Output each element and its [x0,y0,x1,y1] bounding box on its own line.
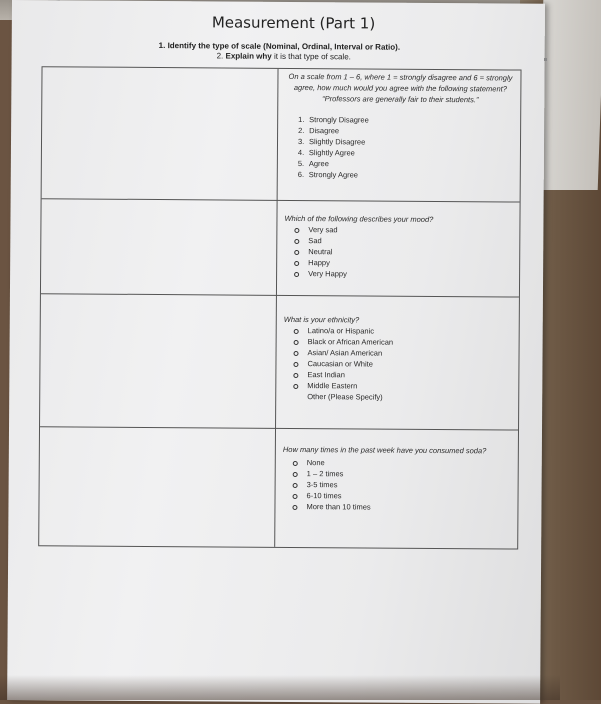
radio-circle-icon [294,250,299,255]
radio-circle-icon [293,494,298,499]
instruction-1 [159,41,400,52]
column-divider [274,69,278,547]
radio-circle-icon [294,239,299,244]
option-label: Neutral [308,247,333,257]
question-1-statement: “Professors are generally fair to their students.” [322,94,479,105]
option-number: 2. [298,126,305,136]
radio-circle-icon [292,505,297,510]
option-number: 5. [297,158,305,169]
option-label: 6-10 times [306,491,342,501]
list-item [284,268,514,281]
instruction-1-number: 1. [158,41,166,51]
question-3-prompt: What is your ethnicity? [283,314,360,325]
radio-circle-icon [294,329,299,334]
instruction-1-text: Identify the type of scale (Nominal, Ordinal, Interval or Ratio). [167,41,401,52]
question-4-options [282,457,512,514]
option-label: None [306,458,325,468]
radio-circle-icon [294,261,299,266]
row-divider [40,426,518,430]
option-label: Black or African American [307,337,394,347]
page-title: Measurement (Part 1) [211,13,376,33]
radio-circle-icon [293,362,298,367]
question-2-prompt: Which of the following describes your mood? [284,213,434,224]
question-3-options [283,325,514,404]
list-item [282,501,512,514]
radio-circle-icon [294,272,299,277]
radio-circle-icon [294,351,299,356]
radio-circle-icon [293,373,298,378]
option-label: Strongly Agree [308,170,359,180]
background-sheet [537,0,601,190]
radio-circle-icon [294,228,299,233]
radio-circle-icon [293,472,298,477]
question-4 [282,444,512,514]
option-number: 3. [297,137,305,147]
worksheet-page [7,0,545,704]
list-item [283,391,513,404]
radio-circle-icon [293,483,298,488]
option-label: Other (Please Specify) [307,392,383,402]
question-4-prompt: How many times in the past week have you consumed soda? [282,444,487,456]
row-divider [42,198,520,202]
paper-speck [544,58,547,61]
answer-table [38,66,521,549]
question-3 [283,314,514,404]
option-label: Slightly Disagree [308,137,366,147]
option-label: Sad [308,236,322,246]
option-label: East Indian [307,370,345,380]
radio-circle-icon [293,384,298,389]
option-label: Very Happy [308,269,347,279]
instruction-2-number: 2. [216,51,224,61]
option-label: 3-5 times [306,480,338,490]
question-1 [285,71,516,182]
option-label: Happy [308,258,330,268]
question-1-options [285,114,515,182]
option-number: 1. [298,115,305,125]
question-2 [284,213,514,281]
option-label: Asian/ Asian American [307,348,383,358]
option-label: Latino/a or Hispanic [307,326,375,336]
option-label: Disagree [309,126,340,136]
radio-circle-icon [293,461,298,466]
option-label: Caucasian or White [307,359,373,369]
page-bottom-shadow [0,675,560,700]
option-label: Middle Eastern [307,381,358,391]
radio-circle-icon [294,340,299,345]
option-label: More than 10 times [306,502,371,512]
option-label: Strongly Disagree [309,115,369,125]
instruction-2-rest: it is that type of scale. [271,51,351,62]
option-label: Agree [308,159,329,169]
question-2-options [284,224,514,281]
instruction-2-bold: Explain why [225,51,272,61]
option-label: 1 – 2 times [306,469,344,479]
option-number: 6. [297,169,305,180]
question-1-prompt: On a scale from 1 – 6, where 1 = strongly disagree and 6 = strongly agree, how much would you agree with the following statement? [288,71,513,94]
instruction-2 [217,51,351,61]
option-number: 4. [297,148,305,158]
option-label: Slightly Agree [308,148,355,158]
list-item [285,169,515,182]
option-label: Very sad [308,225,338,235]
row-divider [41,293,519,297]
